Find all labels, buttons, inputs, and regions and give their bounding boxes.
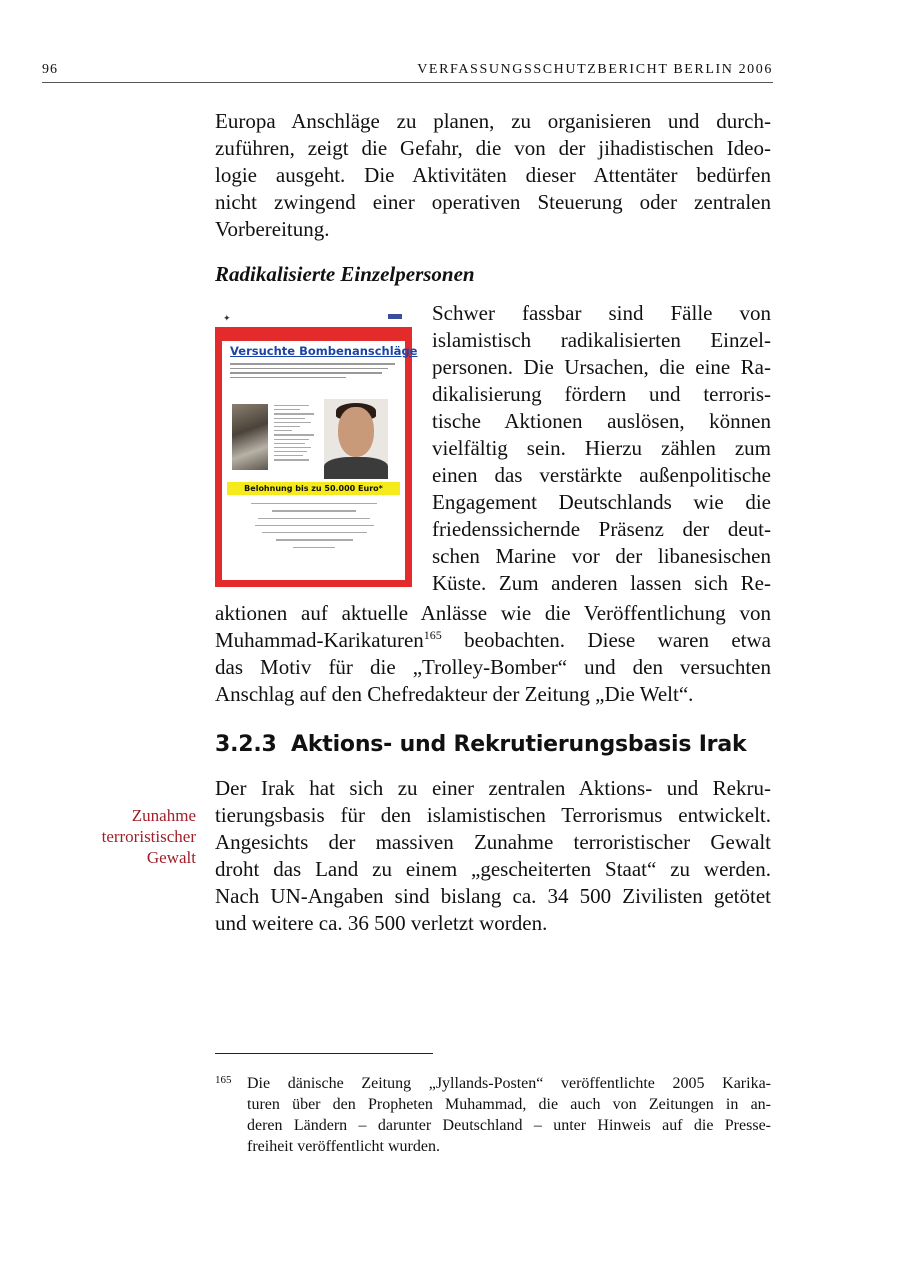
footnote-line: Die dänische Zeitung „Jyllands-Posten“ veröffentlichte 2005 Karika-: [247, 1075, 771, 1092]
page-header: [42, 62, 773, 83]
text-line: nicht zwingend einer operativen Steuerung oder zentralen: [215, 190, 771, 214]
section-heading: [215, 732, 746, 757]
paragraph-einzelpersonen: [432, 300, 771, 597]
eagle-icon: ✦: [223, 313, 231, 323]
poster-reward-bar: Belohnung bis zu 50.000 Euro*: [227, 482, 400, 495]
text-line: Der Irak hat sich zu einer zentralen Aktions- und Rekru-: [215, 776, 771, 800]
margin-note-line: Gewalt: [146, 848, 196, 867]
running-head: VERFASSUNGSSCHUTZBERICHT BERLIN 2006: [417, 62, 773, 77]
text-line: [215, 627, 771, 654]
text-fragment: Muhammad-Karikaturen: [215, 628, 424, 652]
poster-title: Versuchte Bombenanschläge: [230, 344, 418, 358]
footnote-body: [247, 1073, 771, 1157]
text-line: aktionen auf aktuelle Anlässe wie die Veröffentlichung von: [215, 601, 771, 625]
text-line: Vorbereitung.: [215, 217, 330, 241]
margin-note: [102, 805, 196, 868]
poster-photo-surveillance: [232, 404, 268, 470]
margin-note-line: Zunahme: [131, 806, 196, 825]
text-line: Angesichts der massiven Zunahme terroristischer Gewalt: [215, 830, 771, 854]
text-line: schen Marine vor der libanesischen: [432, 544, 771, 568]
text-line: vielfältig sein. Hierzu zählen zum: [432, 436, 771, 460]
poster-header-strip: [221, 311, 406, 323]
footnote-line: freiheit veröffentlicht wurden.: [247, 1138, 440, 1155]
paragraph-europa: [215, 108, 771, 243]
text-line: friedenssichernde Präsenz der deut-: [432, 517, 771, 541]
poster-red-frame: [215, 327, 418, 587]
text-line: Küste. Zum anderen lassen sich Re-: [432, 571, 771, 595]
text-line: tische Aktionen auslösen, können: [432, 409, 771, 433]
text-line: dikalisierung fördern und terroris-: [432, 382, 771, 406]
poster-content: [222, 341, 418, 580]
wanted-poster-image: [215, 307, 418, 587]
text-line: das Motiv für die „Trolley-Bomber“ und den versuchten: [215, 655, 771, 679]
footnote-line: deren Ländern – darunter Deutschland – unter Hinweis auf die Presse-: [247, 1117, 771, 1134]
poster-info-lines: [274, 405, 318, 464]
margin-note-line: terroristischer: [101, 827, 196, 846]
footnote-165: [215, 1073, 771, 1157]
paragraph-karikaturen: [215, 600, 771, 708]
footnote-line: turen über den Propheten Muhammad, die auch von Zeitungen in an-: [247, 1096, 771, 1113]
footnote-reference[interactable]: 165: [423, 628, 442, 642]
poster-photo-portrait: [324, 399, 388, 479]
portrait-shirt: [324, 457, 388, 479]
text-fragment: beobachten. Diese waren etwa: [441, 628, 771, 652]
text-line: Europa Anschläge zu planen, zu organisieren und durch-: [215, 109, 771, 133]
poster-footer-lines: [244, 503, 384, 554]
text-line: tierungsbasis für den islamistischen Terrorismus entwickelt.: [215, 803, 771, 827]
paragraph-irak: [215, 775, 771, 937]
text-line: und weitere ca. 36 500 verletzt worden.: [215, 911, 548, 935]
poster-text-lines: [230, 363, 395, 381]
section-number: 3.2.3: [215, 732, 277, 757]
text-line: zuführen, zeigt die Gefahr, die von der jihadistischen Ideo-: [215, 136, 771, 160]
text-line: einen das verstärkte außenpolitische: [432, 463, 771, 487]
text-line: droht das Land zu einem „gescheiterten Staat“ zu werden.: [215, 857, 771, 881]
text-line: Engagement Deutschlands wie die: [432, 490, 771, 514]
portrait-face: [338, 407, 374, 457]
page-number: 96: [42, 62, 58, 77]
text-line: personen. Die Ursachen, die eine Ra-: [432, 355, 771, 379]
text-line: Nach UN-Angaben sind bislang ca. 34 500 Zivilisten getötet: [215, 884, 771, 908]
section-title: Aktions- und Rekrutierungsbasis Irak: [291, 732, 747, 757]
text-line: Schwer fassbar sind Fälle von: [432, 301, 771, 325]
bka-logo: [388, 314, 402, 319]
subheading-radikalisierte-einzelpersonen: Radikalisierte Einzelpersonen: [215, 262, 475, 286]
text-line: islamistisch radikalisierten Einzel-: [432, 328, 771, 352]
text-line: Anschlag auf den Chefredakteur der Zeitung „Die Welt“.: [215, 682, 694, 706]
footnote-divider: [215, 1053, 433, 1054]
footnote-marker: 165: [215, 1074, 232, 1086]
text-line: logie ausgeht. Die Aktivitäten dieser Attentäter bedürfen: [215, 163, 771, 187]
